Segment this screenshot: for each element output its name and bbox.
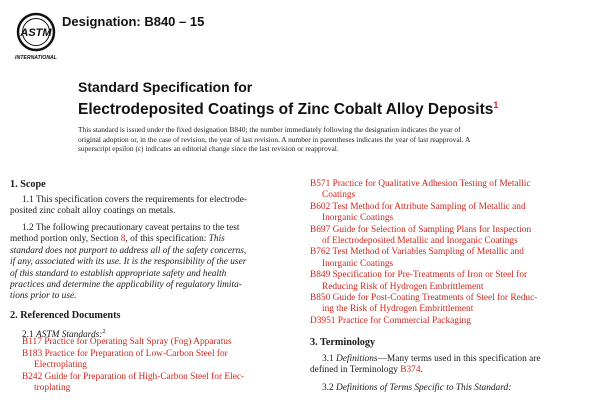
ref-b849[interactable] xyxy=(310,270,527,281)
ref-b571[interactable] xyxy=(310,179,531,190)
ref-title[interactable]: Practice for Qualitative Adhesion Testing of Metallic xyxy=(332,179,531,189)
ref-b242[interactable] xyxy=(22,372,244,383)
scope-p2-line: 1.2 The following precautionary caveat pertains to the test xyxy=(22,223,240,233)
ref-code[interactable]: B850 xyxy=(310,293,331,303)
notice-line: superscript epsilon (ε) indicates an editorial change since the last revision or reapproval. xyxy=(78,144,339,154)
standard-notice xyxy=(78,125,584,154)
ref-b850[interactable] xyxy=(310,293,537,304)
ref-title[interactable]: Guide for Selection of Sampling Plans for Inspection xyxy=(332,224,532,235)
text: —Many terms used in this specification are xyxy=(377,354,541,364)
ref-b697[interactable] xyxy=(310,225,531,236)
text: Definitions of Terms Specific to This Standard: xyxy=(336,383,512,393)
terminology-p1-line xyxy=(310,365,423,376)
astm-logo xyxy=(14,12,58,62)
ref-b117[interactable] xyxy=(22,337,232,348)
ref-b697-cont[interactable]: of Electrodeposited Metallic and Inorganic Coatings xyxy=(322,236,518,246)
ref-b602-cont[interactable]: Inorganic Coatings xyxy=(322,213,394,224)
safety-caveat-line: of this standard to establish appropriate safety and health xyxy=(10,268,227,279)
section-8-link[interactable]: 8 xyxy=(120,234,126,245)
logo-caption: INTERNATIONAL xyxy=(15,55,57,61)
ref-title[interactable]: Test Method for Attribute Sampling of Metallic and xyxy=(332,201,526,212)
title-main: Electrodeposited Coatings of Zinc Cobalt Alloy Deposits xyxy=(78,101,494,118)
ref-code[interactable]: D3951 xyxy=(310,315,336,326)
ref-title[interactable]: Practice for Operating Salt Spray (Fog) Apparatus xyxy=(44,337,232,348)
scope-p1-line: 1.1 This specification covers the requirements for electrode- xyxy=(22,195,248,205)
scope-p2-line xyxy=(10,234,225,245)
terminology-heading: 3. Terminology xyxy=(310,337,376,348)
ref-b850-cont[interactable]: ing the Risk of Hydrogen Embrittlement xyxy=(322,304,474,315)
ref-code[interactable]: B849 xyxy=(310,270,331,281)
text: . xyxy=(420,365,423,376)
ref-code[interactable]: B571 xyxy=(310,179,331,189)
scope-heading: 1. Scope xyxy=(10,179,46,190)
referenced-documents-heading: 2. Referenced Documents xyxy=(10,310,121,321)
notice-line: original adoption or, in the case of revision, the year of last revision. A number in parentheses indicates the year of last reapproval. A xyxy=(78,134,471,144)
ref-title[interactable]: Test Method of Variables Sampling of Metallic and xyxy=(332,247,524,258)
ref-b183[interactable] xyxy=(22,349,228,360)
scope-p1-line: posited zinc cobalt alloy coatings on metals. xyxy=(10,206,176,217)
ref-b762-cont[interactable]: Inorganic Coatings xyxy=(322,258,394,269)
ref-title[interactable]: Specification for Pre-Treatments of Iron or Steel for xyxy=(332,270,528,281)
document-title xyxy=(78,79,498,119)
ref-b602[interactable] xyxy=(310,202,526,213)
ref-b183-cont[interactable]: Electroplating xyxy=(34,360,87,371)
ref-title[interactable]: Practice for Commercial Packaging xyxy=(337,315,471,326)
safety-caveat-line: if any, associated with its use. It is the responsibility of the user xyxy=(10,257,247,268)
title-footnote-link[interactable]: 1 xyxy=(493,100,499,110)
safety-caveat-line: tions prior to use. xyxy=(10,291,77,302)
ref-b849-cont[interactable]: Reducing Risk of Hydrogen Embrittlement xyxy=(322,281,484,292)
notice-line: This standard is issued under the fixed designation B840; the number immediately following the designation indicates the year of xyxy=(78,125,461,134)
ref-b571-cont[interactable]: Coatings xyxy=(322,190,356,201)
ref-title[interactable]: Guide for Post-Coating Treatments of Steel for Reduc- xyxy=(332,293,538,303)
safety-caveat-line: practices and determine the applicability of regulatory limita- xyxy=(10,280,242,290)
footnote-mark: 2 xyxy=(102,328,106,335)
ref-code[interactable]: B602 xyxy=(310,201,331,212)
text: ASTM Standards: xyxy=(36,330,103,340)
text: defined in Terminology xyxy=(310,365,401,376)
terminology-p1-line xyxy=(322,354,541,365)
ref-code[interactable]: B697 xyxy=(310,224,331,235)
ref-d3951[interactable] xyxy=(310,316,471,327)
ref-code[interactable]: B762 xyxy=(310,247,331,258)
designation: Designation: B840 – 15 xyxy=(62,14,205,29)
ref-b374-link[interactable]: B374 xyxy=(400,365,421,376)
ref-b762[interactable] xyxy=(310,247,524,258)
ref-title[interactable]: Practice for Preparation of Low-Carbon Steel for xyxy=(44,348,228,359)
text: 3.2 xyxy=(322,383,337,393)
left-column xyxy=(10,179,300,418)
text: , of this specification: xyxy=(125,234,209,245)
right-column xyxy=(310,179,600,418)
title-line-2 xyxy=(78,96,498,119)
text: method portion only, Section xyxy=(10,234,121,245)
text: This xyxy=(208,234,225,245)
text: 3.1 xyxy=(322,354,337,364)
ref-title[interactable]: Guide for Preparation of High-Carbon Steel for Elec- xyxy=(44,371,245,382)
text: 2.1 xyxy=(22,330,37,340)
logo-text: ASTM xyxy=(20,27,52,39)
ref-code[interactable]: B183 xyxy=(22,348,43,359)
ref-code[interactable]: B242 xyxy=(22,371,43,382)
safety-caveat-line: standard does not purport to address all of the safety concerns, xyxy=(10,245,247,256)
title-line-1: Standard Specification for xyxy=(78,79,253,95)
terminology-p2-line xyxy=(322,383,511,394)
ref-b242-cont[interactable]: troplating xyxy=(34,383,71,393)
text: Definitions xyxy=(336,354,378,364)
ref-code[interactable]: B117 xyxy=(22,337,42,348)
